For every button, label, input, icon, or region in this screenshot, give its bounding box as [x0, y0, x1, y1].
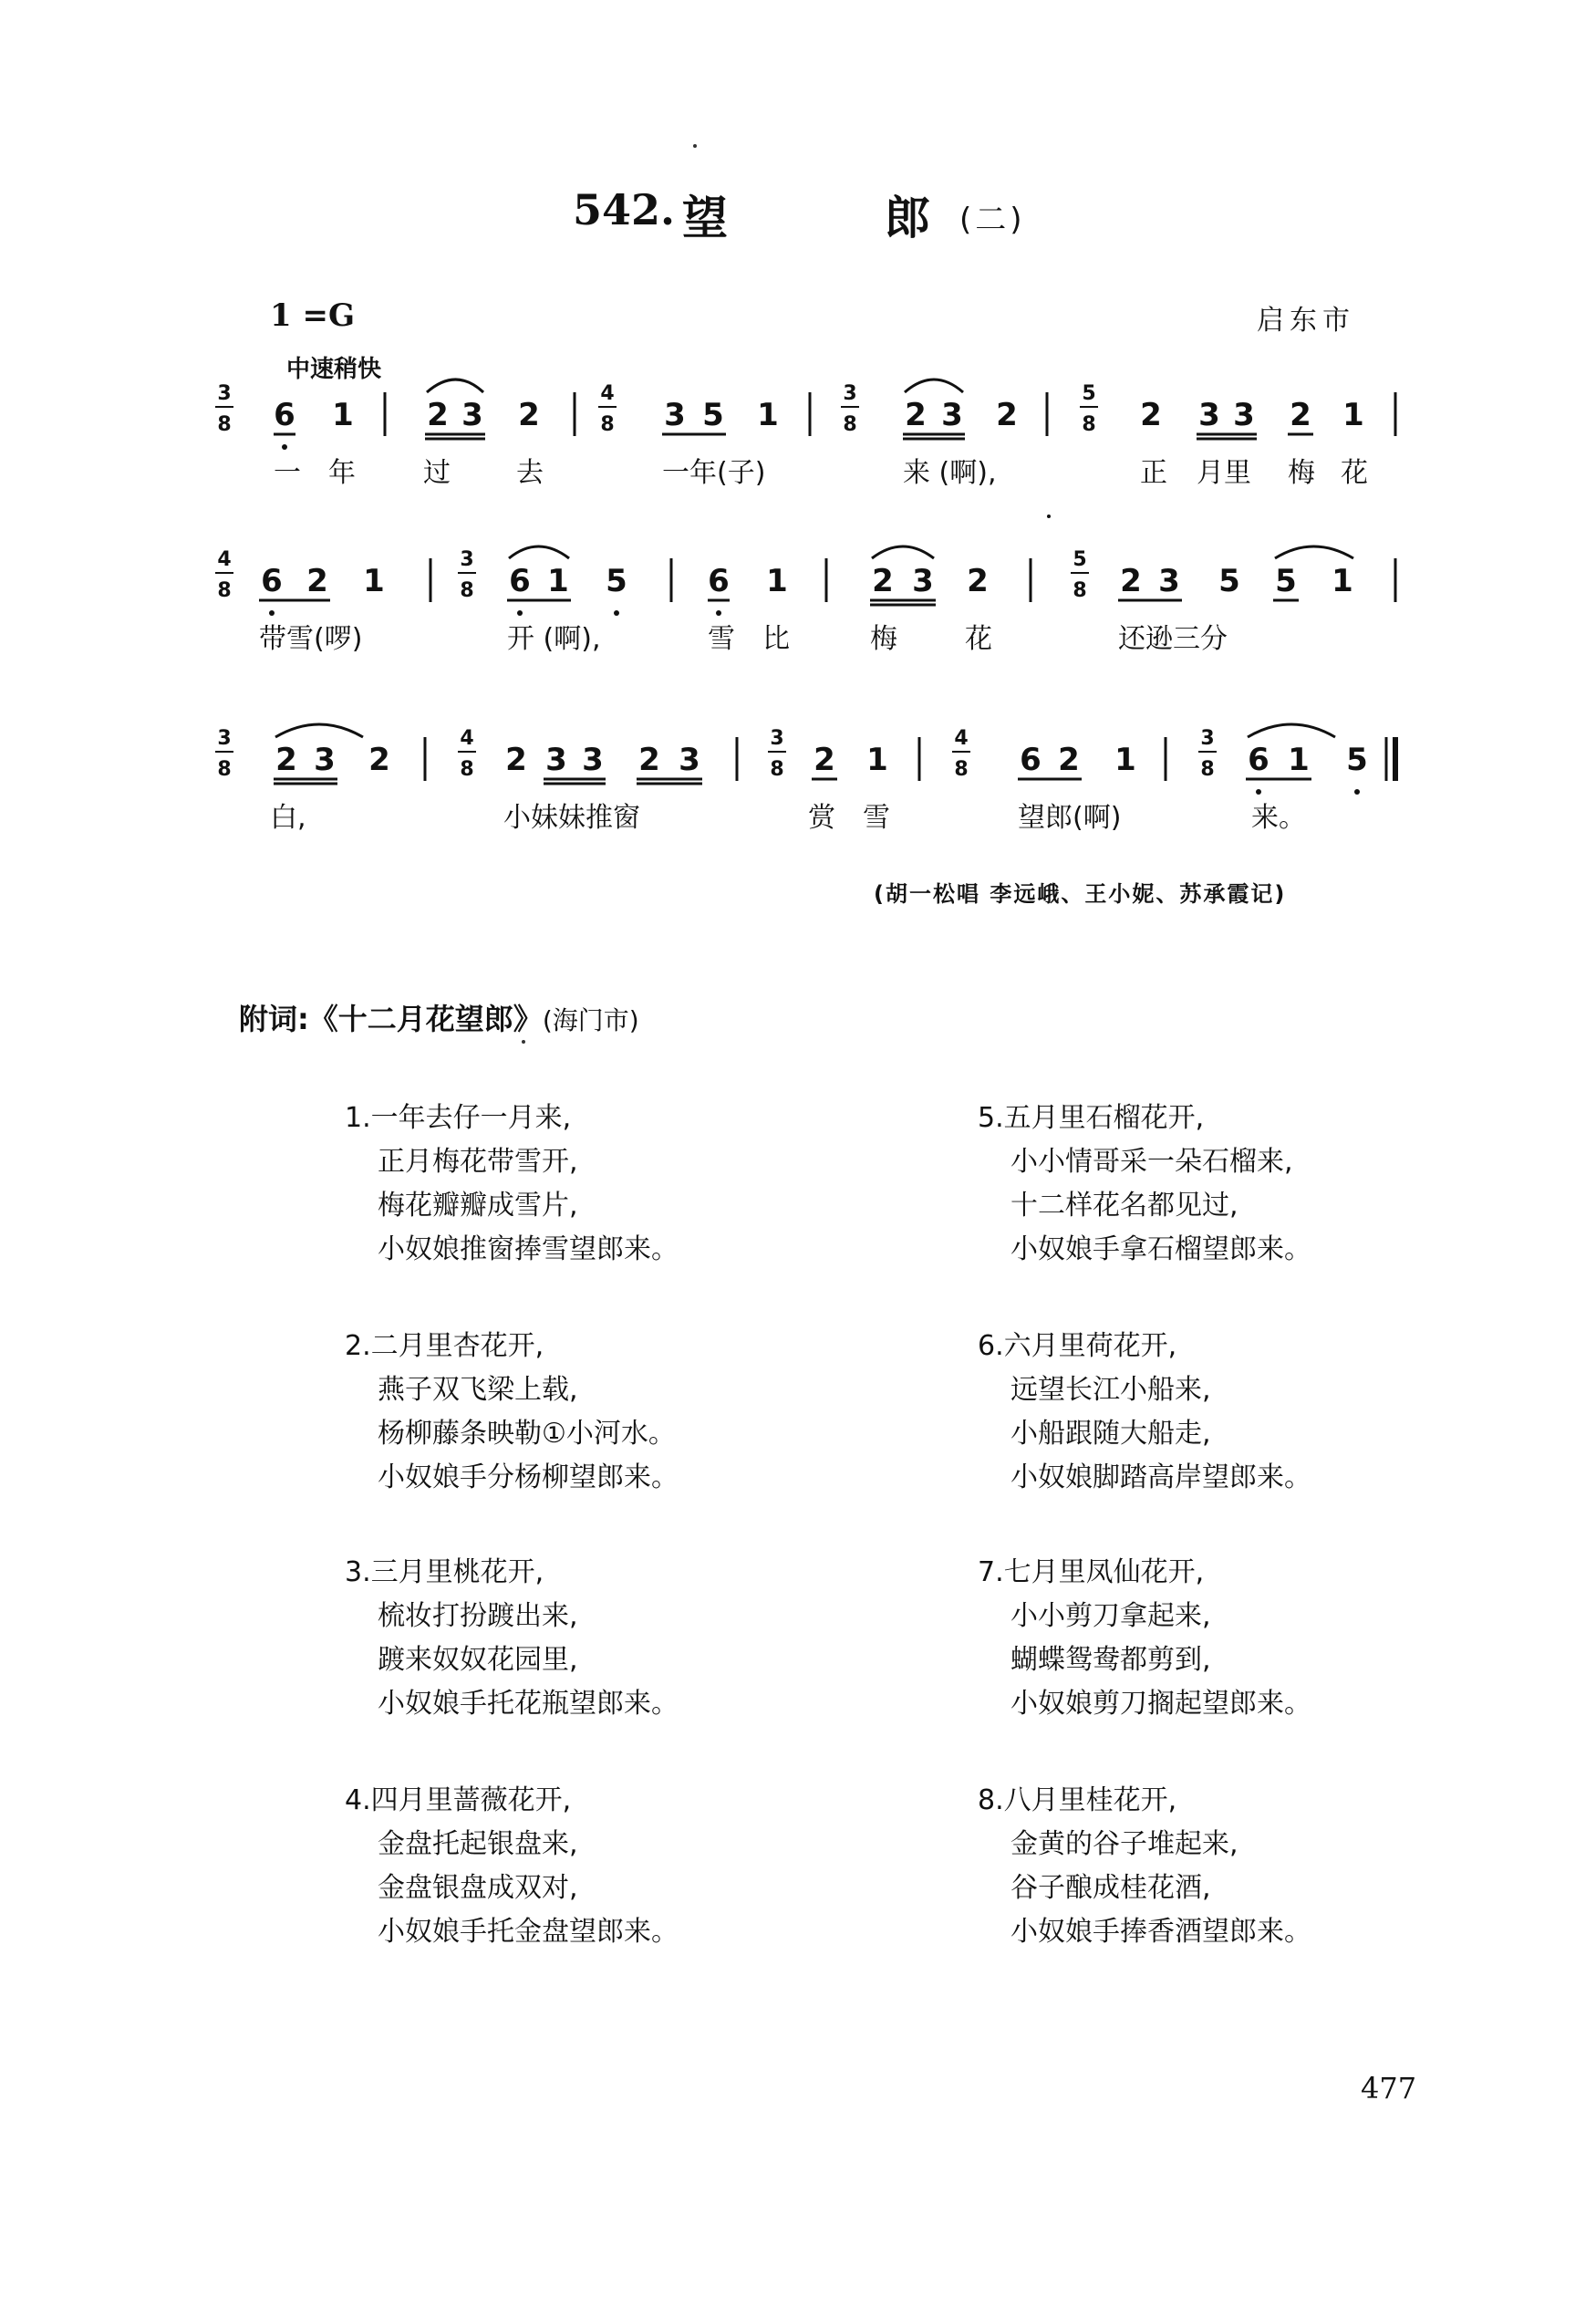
- lyric: 花: [1341, 457, 1368, 489]
- time-sig: [458, 548, 476, 602]
- stanza-2: [345, 1325, 679, 1500]
- time-sig: [841, 382, 859, 436]
- note: 2: [872, 563, 894, 599]
- stanza-line: 梳妆打扮踱出来,: [378, 1600, 578, 1632]
- stanza-line: 燕子双飞梁上载,: [378, 1374, 578, 1406]
- stanza-line: 1.一年去仔一月来,: [345, 1102, 572, 1134]
- svg-text:3: 3: [1200, 727, 1215, 750]
- note: 6: [274, 397, 295, 433]
- stanza-line: 3.三月里桃花开,: [345, 1556, 544, 1588]
- svg-text:5: 5: [1082, 382, 1096, 405]
- note: 2: [1058, 742, 1080, 778]
- time-sig: [215, 727, 233, 781]
- note: 5: [1275, 563, 1297, 599]
- stanza-line: 远望长江小船来,: [1010, 1374, 1211, 1406]
- lyric: 年: [328, 457, 356, 489]
- note: 1: [363, 563, 385, 599]
- svg-text:4: 4: [600, 382, 615, 405]
- lyric: 白,: [270, 802, 306, 834]
- svg-text:8: 8: [217, 758, 232, 781]
- time-sig: [458, 727, 476, 781]
- note: 3: [1233, 397, 1255, 433]
- appendix-region: (海门市): [542, 1005, 639, 1035]
- stanza-line: 小小情哥采一朵石榴来,: [1010, 1146, 1293, 1178]
- appendix-heading: [239, 996, 639, 1038]
- svg-text:8: 8: [460, 758, 474, 781]
- svg-text:8: 8: [954, 758, 969, 781]
- music-score: [0, 0, 1596, 912]
- note: 2: [967, 563, 989, 599]
- note: 2: [1140, 397, 1162, 433]
- note: 1: [766, 563, 788, 599]
- note: 6: [1020, 742, 1042, 778]
- time-sig: [1071, 548, 1089, 602]
- stanza-8: [978, 1779, 1311, 1954]
- lyric: 雪: [863, 802, 890, 834]
- title-char-1: 望: [682, 192, 728, 244]
- svg-text:4: 4: [217, 548, 232, 571]
- note: 1: [1288, 742, 1310, 778]
- time-sig: [598, 382, 617, 436]
- svg-text:3: 3: [843, 382, 857, 405]
- svg-text:3: 3: [217, 382, 232, 405]
- stanza-4: [345, 1779, 679, 1954]
- note: 2: [1120, 563, 1142, 599]
- note: 3: [545, 742, 567, 778]
- note: 3: [314, 742, 336, 778]
- note: 6: [509, 563, 531, 599]
- note: 2: [518, 397, 540, 433]
- lyric: 开 (啊),: [507, 623, 601, 655]
- note: 2: [638, 742, 660, 778]
- stanza-line: 梅花瓣瓣成雪片,: [378, 1190, 578, 1222]
- lyric: 月里: [1197, 457, 1251, 489]
- note: 3: [664, 397, 686, 433]
- stanza-line: 7.七月里凤仙花开,: [978, 1556, 1205, 1588]
- note: 3: [461, 397, 483, 433]
- lyric: 过: [423, 457, 451, 489]
- stanza-line: 踱来奴奴花园里,: [378, 1644, 578, 1676]
- page-number: 477: [1361, 2071, 1417, 2106]
- lyric: 雪: [708, 623, 735, 655]
- lyric: 去: [516, 457, 544, 489]
- svg-text:8: 8: [1082, 413, 1096, 436]
- svg-text:8: 8: [1073, 579, 1087, 602]
- svg-text:3: 3: [217, 727, 232, 750]
- stanza-line: 金黄的谷子堆起来,: [1010, 1828, 1238, 1860]
- time-sig: [1080, 382, 1098, 436]
- lyric: 赏: [808, 802, 835, 834]
- lyric: 正: [1140, 457, 1167, 489]
- note: 2: [427, 397, 449, 433]
- note: 1: [1332, 563, 1353, 599]
- note: 3: [941, 397, 963, 433]
- stanza-line: 8.八月里桂花开,: [978, 1784, 1177, 1816]
- lyric: 一: [274, 457, 301, 489]
- tempo-marking: 中速稍快: [286, 356, 382, 383]
- stanza-line: 蝴蝶鸳鸯都剪到,: [1010, 1644, 1211, 1676]
- song-origin: 启东市: [1257, 305, 1355, 337]
- lyric: 比: [762, 623, 790, 655]
- stanza-line: 小奴娘手托金盘望郎来。: [378, 1916, 679, 1948]
- note: 1: [1114, 742, 1136, 778]
- lyric: 望郎(啊): [1018, 802, 1122, 834]
- stanza-line: 5.五月里石榴花开,: [978, 1102, 1205, 1134]
- appendix-label: 附词:《十二月花望郎》: [239, 1002, 543, 1036]
- note: 3: [679, 742, 700, 778]
- title-subtitle: (二): [959, 202, 1026, 238]
- note: 1: [866, 742, 888, 778]
- note: 5: [1346, 742, 1368, 778]
- time-sig: [768, 727, 786, 781]
- stray-dot: [522, 1040, 525, 1044]
- note: 2: [505, 742, 527, 778]
- time-sig: [1198, 727, 1217, 781]
- note: 2: [368, 742, 390, 778]
- note: 2: [275, 742, 297, 778]
- note: 3: [582, 742, 604, 778]
- stanza-line: 小奴娘推窗捧雪望郎来。: [378, 1233, 679, 1265]
- lyric: 还逊三分: [1118, 623, 1228, 655]
- song-number: 542.: [573, 185, 676, 234]
- time-sig: [952, 727, 970, 781]
- stanza-5: [978, 1097, 1311, 1272]
- note: 2: [814, 742, 835, 778]
- svg-text:3: 3: [770, 727, 784, 750]
- lyric: 带雪(啰): [259, 623, 363, 655]
- stanza-line: 金盘银盘成双对,: [378, 1872, 578, 1904]
- note: 2: [1290, 397, 1311, 433]
- note: 2: [996, 397, 1018, 433]
- stanza-line: 小奴娘手托花瓶望郎来。: [378, 1688, 679, 1720]
- note: 5: [606, 563, 627, 599]
- note: 3: [1198, 397, 1220, 433]
- stanza-line: 小奴娘手拿石榴望郎来。: [1010, 1233, 1311, 1265]
- lyric: 梅: [1288, 457, 1315, 489]
- svg-text:8: 8: [770, 758, 784, 781]
- stanza-1: [345, 1097, 679, 1272]
- stanza-line: 4.四月里蔷薇花开,: [345, 1784, 572, 1816]
- svg-text:8: 8: [460, 579, 474, 602]
- stanza-line: 十二样花名都见过,: [1010, 1190, 1238, 1222]
- svg-text:8: 8: [1200, 758, 1215, 781]
- lyric: 花: [965, 623, 992, 655]
- svg-text:8: 8: [217, 413, 232, 436]
- lyric: 来。: [1251, 802, 1306, 834]
- svg-text:4: 4: [954, 727, 969, 750]
- note: 3: [1158, 563, 1180, 599]
- note: 1: [1342, 397, 1364, 433]
- stanza-line: 小奴娘手分杨柳望郎来。: [378, 1461, 679, 1493]
- stanza-7: [978, 1551, 1311, 1726]
- stanza-line: 谷子酿成桂花酒,: [1010, 1872, 1211, 1904]
- svg-text:8: 8: [217, 579, 232, 602]
- stanza-line: 杨柳藤条映勒①小河水。: [378, 1418, 676, 1450]
- svg-text:4: 4: [460, 727, 474, 750]
- stanza-line: 正月梅花带雪开,: [378, 1146, 578, 1178]
- note: 5: [702, 397, 724, 433]
- stanza-6: [978, 1325, 1311, 1500]
- note: 6: [261, 563, 283, 599]
- note: 2: [905, 397, 927, 433]
- lyric: 小妹妹推窗: [503, 802, 640, 834]
- stanza-line: 6.六月里荷花开,: [978, 1330, 1177, 1362]
- svg-text:3: 3: [460, 548, 474, 571]
- stanza-line: 小小剪刀拿起来,: [1010, 1600, 1211, 1632]
- svg-text:8: 8: [600, 413, 615, 436]
- stanza-3: [345, 1551, 679, 1726]
- note: 6: [708, 563, 730, 599]
- performer-credit: (胡一松唱 李远峨、王小妮、苏承霞记): [874, 881, 1287, 907]
- stanza-line: 2.二月里杏花开,: [345, 1330, 544, 1362]
- note: 1: [332, 397, 354, 433]
- note: 1: [547, 563, 569, 599]
- stanza-line: 小奴娘脚踏高岸望郎来。: [1010, 1461, 1311, 1493]
- key-signature: 1 =G: [270, 297, 356, 334]
- note: 5: [1218, 563, 1240, 599]
- stanza-line: 小奴娘手捧香酒望郎来。: [1010, 1916, 1311, 1948]
- note: 2: [306, 563, 328, 599]
- time-sig: [215, 548, 233, 602]
- lyric: 梅: [870, 623, 897, 655]
- lyric: 来 (啊),: [903, 457, 997, 489]
- stanza-line: 小船跟随大船走,: [1010, 1418, 1211, 1450]
- note: 3: [912, 563, 934, 599]
- note: 1: [757, 397, 779, 433]
- time-sig: [215, 382, 233, 436]
- title-char-2: 郎: [885, 192, 930, 244]
- lyric: 一年(子): [662, 457, 766, 489]
- note: 6: [1248, 742, 1270, 778]
- svg-text:8: 8: [843, 413, 857, 436]
- stanza-line: 金盘托起银盘来,: [378, 1828, 578, 1860]
- stanza-line: 小奴娘剪刀搁起望郎来。: [1010, 1688, 1311, 1720]
- svg-text:5: 5: [1073, 548, 1087, 571]
